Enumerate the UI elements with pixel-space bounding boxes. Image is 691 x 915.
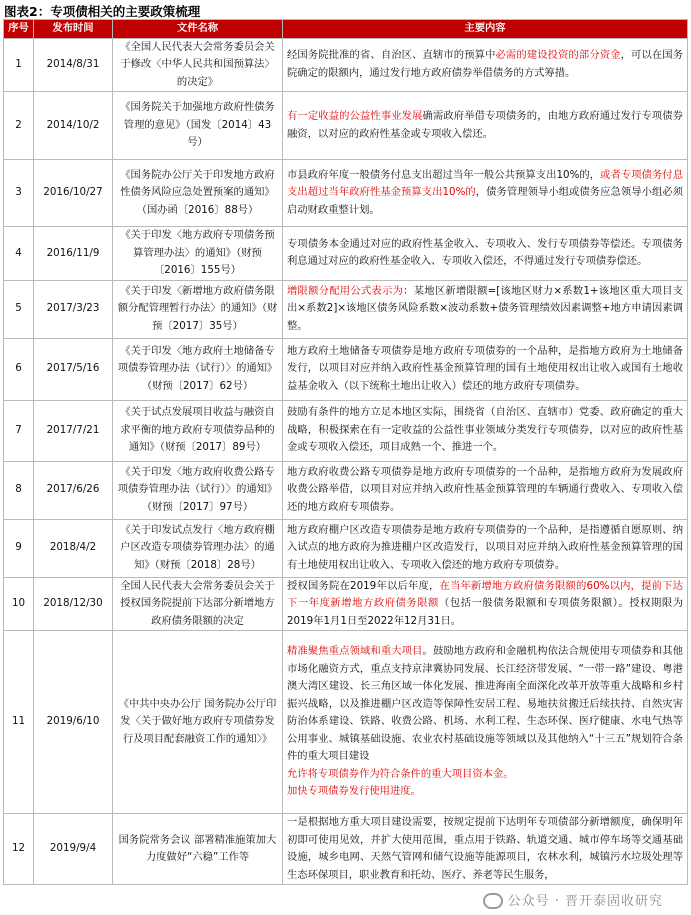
highlight-text: 或者专项债务付息支出超过当年政府性基金预算支出10%的: [287, 168, 684, 199]
row-number: 1: [4, 38, 34, 92]
row-number: 12: [4, 814, 34, 885]
row-document-name: 《关于印发试点发行〈地方政府棚户区改造专项债券管理办法〉的通知》（财预〔2018〕28号）: [113, 519, 283, 577]
table-row: [4, 461, 688, 519]
row-date: 2019/9/4: [34, 814, 113, 885]
content-text: 地方政府收费公路专项债券是地方政府专项债券的一个品种，是指地方政府为发展政府收费公路举借，以项目对应并纳入政府性基金预算管理的车辆通行费收入、专项收入偿还的地方政府专项债券。: [287, 465, 683, 513]
row-number: 6: [4, 338, 34, 400]
header-name: 文件名称: [113, 20, 283, 39]
content-text: 。鼓励地方政府和金融机构依法合规使用专项债券和其他市场化融资方式，重点支持京津冀协同发展、长江经济带发展、“一带一路”建设、粤港澳大湾区建设、长三角区域一体化发展、推进海南全面深化改革开放等重大战略和乡村振兴战略，以及推进棚户区改造等保障性安居工程、易地扶贫搬迁后续扶持、自然灾害防治体系建设、铁路、收费公路、机场、水利工程、生态环保、医疗健康、水电气热等公用事业、城镇基础设施、农业农村基础设施等领域以及其他纳入“十三五”规划符合条件的重大项目建设: [287, 645, 684, 763]
highlight-text: 精准聚焦重点领域和重大项目: [287, 645, 423, 658]
row-number: 7: [4, 400, 34, 461]
row-content: [283, 38, 688, 92]
content-text: 地方政府土地储备专项债券是地方政府专项债券的一个品种，是指地方政府为土地储备发行，以项目对应并纳入政府性基金预算管理的国有土地使用权出让收入或国有土地收益基金收入（以下统称土地出让收入）偿还的地方政府专项债券。: [287, 344, 683, 392]
highlight-text: 增限额分配用公式表示为: [287, 284, 404, 297]
row-content: [283, 92, 688, 160]
table-row: [4, 338, 688, 400]
row-number: 3: [4, 160, 34, 227]
content-text: 地方政府棚户区改造专项债券是地方政府专项债券的一个品种，是指遵循自愿原则、纳入试点的地方政府为推进棚户区改造发行，以项目对应并纳入政府性基金预算管理的国有土地使用权出让收入、专项收入偿还的地方政府专项债券。: [287, 523, 683, 571]
row-document-name: 《关于印发〈地方政府收费公路专项债券管理办法（试行）〉的通知》（财预〔2017〕97号）: [113, 461, 283, 519]
row-number: 8: [4, 461, 34, 519]
row-content: [283, 631, 688, 814]
content-text: 一是根据地方重大项目建设需要，按规定提前下达明年专项债部分新增额度，确保明年初即可使用见效，并扩大使用范围，重点用于铁路、轨道交通、城市停车场等交通基础设施，城乡电网、天然气管网和储气设施等能源项目，农林水利，城镇污水垃圾处理等生态环保项目，职业教育和托幼、医疗、养老等民生服务，: [287, 816, 683, 881]
row-content: [283, 160, 688, 227]
row-content: [283, 814, 688, 885]
highlight-text: 允许将专项债券作为符合条件的重大项目资本金。: [287, 767, 514, 780]
chat-bubble-icon: [483, 893, 503, 909]
table-row: [4, 519, 688, 577]
row-date: 2014/8/31: [34, 38, 113, 92]
page-title: 图表2：专项债相关的主要政策梳理: [4, 4, 201, 19]
table-row: [4, 814, 688, 885]
row-date: 2014/10/2: [34, 92, 113, 160]
table-row: [4, 160, 688, 227]
row-document-name: 全国人民代表大会常务委员会关于授权国务院提前下达部分新增地方政府债务限额的决定: [113, 577, 283, 631]
row-number: 11: [4, 631, 34, 814]
row-document-name: 《关于试点发展项目收益与融资自求平衡的地方政府专项债券品种的通知》（财预〔2017〕89号）: [113, 400, 283, 461]
row-content: [283, 227, 688, 281]
policy-table: [3, 19, 688, 885]
row-date: 2018/4/2: [34, 519, 113, 577]
row-date: 2016/10/27: [34, 160, 113, 227]
row-document-name: 《中共中央办公厅 国务院办公厅印发〈关于做好地方政府专项债券发行及项目配套融资工作的通知〉》: [113, 631, 283, 814]
content-text: 市县政府年度一般债务付息支出超过当年一般公共预算支出10%的，: [287, 168, 601, 181]
content-text: 鼓励有条件的地方立足本地区实际，围绕省（自治区、直辖市）党委、政府确定的重大战略，积极探索在有一定收益的公益性事业领域分类发行专项债券，以对应的政府性基金或专项收入偿还，项目成熟一个、推进一个。: [287, 406, 683, 454]
watermark: [483, 890, 663, 910]
row-document-name: 《关于印发〈新增地方政府债务限额分配管理暂行办法〉的通知》（财预〔2017〕35号）: [113, 280, 283, 338]
highlight-text: 加快专项债券发行使用进度。: [287, 785, 421, 798]
watermark-text: 公众号 · 晋开泰固收研究: [507, 893, 663, 909]
row-number: 9: [4, 519, 34, 577]
row-date: 2017/6/26: [34, 461, 113, 519]
row-content: [283, 400, 688, 461]
content-text: 专项债务本金通过对应的政府性基金收入、专项收入、发行专项债券等偿还。专项债务利息通过对应的政府性基金收入、专项收入偿还，不得通过发行专项债券偿还。: [287, 237, 683, 268]
table-row: [4, 400, 688, 461]
content-text: 授权国务院在2019年以后年度，: [287, 579, 440, 592]
row-date: 2017/5/16: [34, 338, 113, 400]
highlight-text: 必需的建设投资的部分资金: [495, 49, 621, 62]
row-date: 2017/7/21: [34, 400, 113, 461]
row-document-name: 《国务院关于加强地方政府性债务管理的意见》（国发〔2014〕43号）: [113, 92, 283, 160]
row-document-name: 国务院常务会议 部署精准施策加大力度做好“六稳”工作等: [113, 814, 283, 885]
row-number: 2: [4, 92, 34, 160]
row-date: 2016/11/9: [34, 227, 113, 281]
row-number: 10: [4, 577, 34, 631]
content-text: （包括一般债务限额和专项债务限额）。授权期限为2019年1月1日至2022年12月31日。: [287, 597, 683, 627]
row-content: [283, 461, 688, 519]
table-row: [4, 577, 688, 631]
row-date: 2017/3/23: [34, 280, 113, 338]
content-text: 经国务院批准的省、自治区、直辖市的预算中: [287, 49, 496, 62]
highlight-text: 在当年新增地方政府债务限额的60%以内，提前下达下一年度新增地方政府债务限额: [287, 579, 683, 609]
content-text: ，债务管理领导小组或债务应急领导小组必须启动财政重整计划。: [287, 186, 683, 216]
row-document-name: 《国务院办公厅关于印发地方政府性债务风险应急处置预案的通知》（国办函〔2016〕88号）: [113, 160, 283, 227]
table-row: [4, 38, 688, 92]
row-content: [283, 280, 688, 338]
highlight-text: 有一定收益的公益性事业发展: [287, 110, 423, 122]
header-content: 主要内容: [283, 20, 688, 39]
header-date: 发布时间: [34, 20, 113, 39]
row-date: 2018/12/30: [34, 577, 113, 631]
table-row: [4, 92, 688, 160]
row-date: 2019/6/10: [34, 631, 113, 814]
content-text: 确需政府举借专项债务的，由地方政府通过发行专项债券融资，以对应的政府性基金或专项收入偿还。: [287, 110, 684, 140]
row-content: [283, 519, 688, 577]
row-content: [283, 338, 688, 400]
row-document-name: 《关于印发〈地方政府土地储备专项债券管理办法（试行）〉的通知》（财预〔2017〕62号）: [113, 338, 283, 400]
content-text: ：某地区新增限额=[该地区财力×系数1+该地区重大项目支出×系数2]×该地区债务风险系数×波动系数+债务管理绩效因素调整+地方申请因素调整。: [287, 284, 683, 332]
row-document-name: 《关于印发〈地方政府专项债务预算管理办法〉的通知》（财预〔2016〕155号）: [113, 227, 283, 281]
table-row: [4, 227, 688, 281]
row-content: [283, 577, 688, 631]
table-header-row: [4, 20, 688, 39]
header-no: 序号: [4, 20, 34, 39]
content-text: ，可以在国务院确定的限额内，通过发行地方政府债券举借债务的方式筹措。: [287, 49, 684, 79]
row-number: 5: [4, 280, 34, 338]
row-number: 4: [4, 227, 34, 281]
row-document-name: 《全国人民代表大会常务委员会关于修改〈中华人民共和国预算法〉的决定》: [113, 38, 283, 92]
table-row: [4, 280, 688, 338]
table-row: [4, 631, 688, 814]
